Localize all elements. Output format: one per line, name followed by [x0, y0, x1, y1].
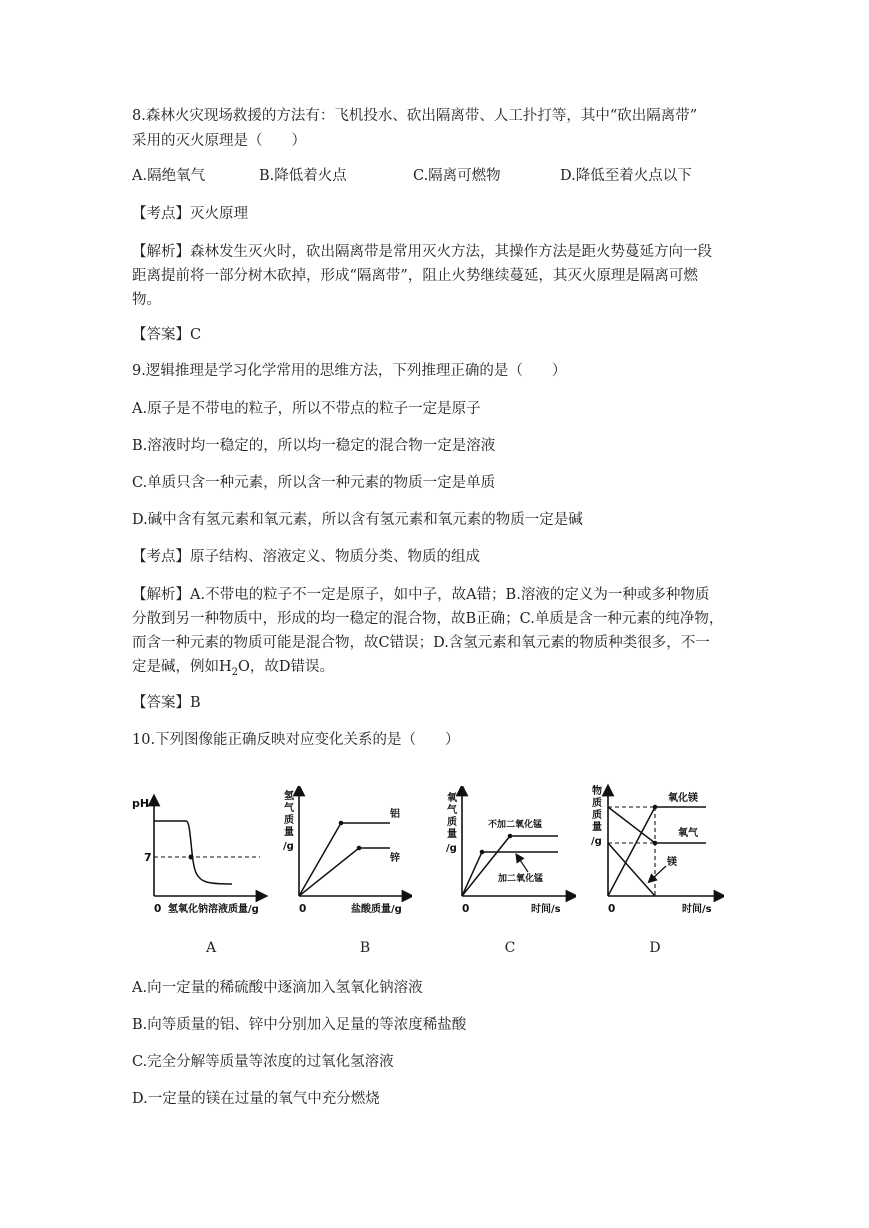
figure-a-point — [189, 855, 194, 860]
figure-b-xlabel: 盐酸质量/g — [351, 904, 402, 915]
figure-d-origin: 0 — [608, 903, 616, 915]
q9-jiexi-line4-b: O，故D错误。 — [238, 659, 335, 675]
figure-d-line-mgo — [608, 807, 706, 896]
figure-d-ylabel-2: 质 — [592, 798, 602, 809]
q8-stem-line1: 8.森林火灾现场救援的方法有：飞机投水、砍出隔离带、人工扑打等，其中“砍出隔离带” — [132, 108, 698, 124]
q9-answer: 【答案】B — [132, 695, 201, 711]
q9-option-b: B.溶液时均一稳定的，所以均一稳定的混合物一定是溶液 — [132, 438, 496, 454]
q10-option-a: A.向一定量的稀硫酸中逐滴加入氢氧化钠溶液 — [132, 980, 423, 996]
q9-jiexi-line3: 而含一种元素的物质可能是混合物，故C错误；D.含氢元素和氧元素的物质种类很多，不一 — [132, 635, 710, 651]
q9-jiexi-line4-a: 定是碱，例如H — [132, 659, 232, 675]
figure-d-label-o2: 氧气 — [678, 828, 698, 839]
q8-jiexi-line1: 【解析】森林发生灭火时，砍出隔离带是常用灭火方法，其操作方法是距火势蔓延方向一段 — [132, 244, 712, 260]
figure-b-ylabel-1: 氢 — [284, 791, 294, 802]
q8-jiexi-line2: 距离提前将一部分树木砍掉，形成“隔离带”，阻止火势继续蔓延，其灭火原理是隔离可燃 — [132, 268, 698, 284]
figure-c-arrow — [518, 857, 528, 872]
q8-option-d: D.降低至着火点以下 — [560, 168, 692, 184]
q8-jiexi-line3: 物。 — [132, 292, 161, 308]
figure-c-caption: C — [504, 940, 516, 956]
q8-option-b: B.降低着火点 — [259, 168, 347, 184]
figure-c — [436, 786, 576, 926]
figure-d-label-mgo: 氧化镁 — [668, 793, 698, 804]
figure-c-ylabel-2: 气 — [447, 805, 457, 816]
figure-c-ylabel-4: 量 — [447, 829, 457, 840]
q10-stem: 10.下列图像能正确反映对应变化关系的是（ ） — [132, 732, 460, 748]
figure-d — [584, 782, 724, 926]
figure-c-origin: 0 — [462, 903, 470, 915]
figure-a-ylabel: pH — [132, 797, 150, 810]
figure-d-ylabel-5: /g — [591, 836, 602, 847]
figure-d-point-mid — [653, 841, 658, 846]
figure-b-origin: 0 — [299, 903, 307, 915]
q9-option-a: A.原子是不带电的粒子，所以不带点的粒子一定是原子 — [132, 401, 481, 417]
q9-stem: 9.逻辑推理是学习化学常用的思维方法，下列推理正确的是（ ） — [132, 363, 567, 379]
q8-option-c: C.隔离可燃物 — [413, 168, 501, 184]
q8-answer: 【答案】C — [132, 327, 202, 343]
figure-a-tick-7: 7 — [144, 851, 152, 864]
figure-c-xlabel: 时间/s — [531, 904, 561, 915]
q10-option-d: D.一定量的镁在过量的氧气中充分燃烧 — [132, 1091, 380, 1107]
figure-d-ylabel-1: 物 — [592, 786, 602, 797]
q10-option-c: C.完全分解等质量等浓度的过氧化氢溶液 — [132, 1054, 394, 1070]
figure-b — [272, 786, 412, 926]
q9-jiexi-line1: 【解析】A.不带电的粒子不一定是原子，如中子，故A错；B.溶液的定义为一种或多种物质 — [132, 587, 710, 603]
figure-a-xlabel: 氢氧化钠溶液质量/g — [168, 904, 259, 915]
figure-b-ylabel-3: 质 — [284, 815, 294, 826]
figure-d-ylabel-3: 质 — [592, 810, 602, 821]
q9-jiexi-line4 — [132, 657, 334, 683]
figure-b-point-al — [339, 821, 344, 826]
q9-jiexi-subscript: 2 — [231, 666, 239, 678]
figure-d-point-top — [653, 805, 658, 810]
q8-option-a: A.隔绝氧气 — [132, 168, 206, 184]
figure-b-ylabel-5: /g — [283, 841, 294, 852]
figure-c-ylabel-3: 质 — [447, 817, 457, 828]
q9-option-c: C.单质只含一种元素，所以含一种元素的物质一定是单质 — [132, 475, 496, 491]
figure-d-xlabel: 时间/s — [682, 904, 712, 915]
figure-d-caption: D — [649, 940, 661, 956]
figure-b-point-zn — [357, 846, 362, 851]
q10-option-b: B.向等质量的铝、锌中分别加入足量的等浓度稀盐酸 — [132, 1017, 467, 1033]
figure-c-point-mno2 — [480, 850, 485, 855]
figure-c-label-no-mno2: 不加二氧化锰 — [488, 820, 543, 830]
figure-a-caption: A — [205, 940, 217, 956]
q8-kaodian: 【考点】灭火原理 — [132, 206, 248, 222]
figure-c-label-mno2: 加二氧化锰 — [498, 874, 544, 884]
figure-d-ylabel-4: 量 — [592, 822, 602, 833]
q9-option-d: D.碱中含有氢元素和氧元素，所以含有氢元素和氧元素的物质一定是碱 — [132, 512, 583, 528]
figure-b-label-al: 铝 — [390, 809, 400, 820]
figure-a — [128, 786, 270, 926]
q8-stem-line2: 采用的灭火原理是（ ） — [132, 133, 306, 149]
figure-b-ylabel-4: 量 — [284, 827, 294, 838]
figure-a-origin: 0 — [154, 903, 162, 915]
q9-kaodian: 【考点】原子结构、溶液定义、物质分类、物质的组成 — [132, 549, 480, 565]
figure-d-label-mg: 镁 — [667, 857, 677, 868]
figure-b-ylabel-2: 气 — [284, 803, 294, 814]
figure-d-arrow — [651, 866, 666, 880]
figure-b-label-zn: 锌 — [390, 853, 400, 864]
figure-c-point-no-mno2 — [508, 834, 513, 839]
figure-b-caption: B — [359, 940, 371, 956]
figure-a-curve — [154, 821, 232, 884]
figure-c-ylabel-5: /g — [446, 843, 457, 854]
figure-c-ylabel-1: 氧 — [447, 793, 457, 804]
q9-jiexi-line2: 分散到另一种物质中，形成的均一稳定的混合物，故B正确；C.单质是含一种元素的纯净物， — [132, 611, 724, 627]
